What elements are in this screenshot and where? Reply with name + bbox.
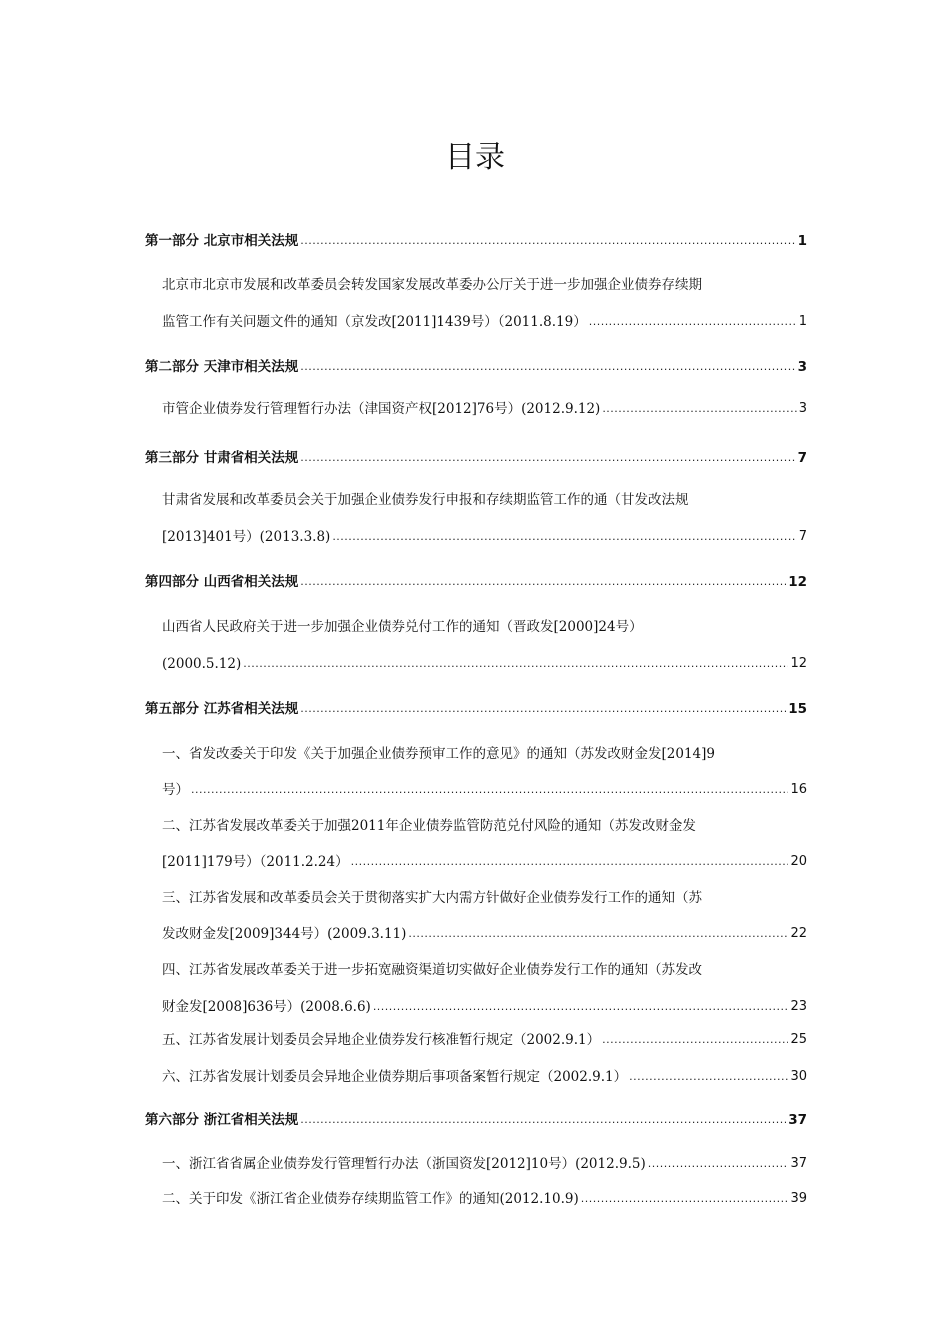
toc-entry-line[interactable]: 一、省发改委关于印发《关于加强企业债券预审工作的意见》的通知（苏发改财金发[2014]9 [162, 746, 715, 762]
toc-entry-page: 37 [790, 1156, 807, 1171]
toc-entry-page: 39 [790, 1191, 807, 1206]
dot-leader [629, 1068, 788, 1086]
toc-entry-page: 22 [790, 926, 807, 941]
toc-part-heading-page: 12 [788, 574, 807, 590]
toc-entry-page: 23 [790, 999, 807, 1014]
toc-entry[interactable] [162, 1155, 807, 1173]
dot-leader [300, 358, 795, 376]
dot-leader [581, 1190, 789, 1208]
toc-entry-text: [2013]401号）(2013.3.8) [162, 529, 331, 545]
dot-leader [408, 925, 788, 943]
toc-entry-line[interactable]: 三、江苏省发展和改革委员会关于贯彻落实扩大内需方针做好企业债券发行工作的通知（苏 [162, 890, 702, 906]
toc-entry[interactable] [162, 1031, 807, 1049]
toc-part-heading-text: 第一部分 北京市相关法规 [145, 233, 299, 249]
toc-entry-text: 二、关于印发《浙江省企业债券存续期监管工作》的通知(2012.10.9) [162, 1191, 579, 1207]
toc-part-heading[interactable] [145, 232, 807, 250]
dot-leader [300, 232, 795, 250]
dot-leader [602, 1031, 788, 1049]
toc-entry-page: 30 [790, 1069, 807, 1084]
dot-leader [191, 781, 788, 799]
toc-entry-text: (2000.5.12) [162, 656, 242, 672]
toc-entry-page: 12 [790, 656, 807, 671]
toc-part-heading[interactable] [145, 358, 807, 376]
toc-entry-line[interactable]: 二、江苏省发展改革委关于加强2011年企业债券监管防范兑付风险的通知（苏发改财金发 [162, 818, 696, 834]
toc-part-heading-text: 第六部分 浙江省相关法规 [145, 1112, 299, 1128]
toc-entry[interactable] [162, 853, 807, 871]
toc-entry-text: 一、浙江省省属企业债券发行管理暂行办法（浙国资发[2012]10号）(2012.9.5) [162, 1156, 646, 1172]
dot-leader [300, 449, 795, 467]
toc-entry-page: 20 [790, 854, 807, 869]
dot-leader [589, 313, 797, 331]
toc-part-heading-page: 1 [797, 233, 807, 249]
toc-part-heading-text: 第三部分 甘肃省相关法规 [145, 450, 299, 466]
toc-entry[interactable] [162, 1068, 807, 1086]
toc-entry[interactable] [162, 998, 807, 1016]
dot-leader [300, 573, 786, 591]
dot-leader [602, 400, 796, 418]
dot-leader [648, 1155, 789, 1173]
dot-leader [300, 700, 786, 718]
toc-entry-page: 25 [790, 1032, 807, 1047]
toc-part-heading[interactable] [145, 573, 807, 591]
toc-entry-text: 号） [162, 782, 189, 798]
toc-entry-text: [2011]179号）（2011.2.24） [162, 854, 349, 870]
dot-leader [243, 655, 788, 673]
toc-part-heading-text: 第四部分 山西省相关法规 [145, 574, 299, 590]
toc-entry-text: 六、江苏省发展计划委员会异地企业债券期后事项备案暂行规定（2002.9.1） [162, 1069, 628, 1085]
toc-entry[interactable] [162, 400, 807, 418]
toc-entry-text: 财金发[2008]636号）(2008.6.6) [162, 999, 371, 1015]
toc-part-heading[interactable] [145, 700, 807, 718]
toc-part-heading[interactable] [145, 1111, 807, 1129]
toc-entry[interactable] [162, 528, 807, 546]
toc-part-heading-page: 15 [788, 701, 807, 717]
dot-leader [351, 853, 789, 871]
toc-entry[interactable] [162, 655, 807, 673]
toc-part-heading-page: 3 [797, 359, 807, 375]
toc-entry-page: 3 [798, 401, 807, 416]
toc-part-heading-text: 第二部分 天津市相关法规 [145, 359, 299, 375]
toc-entry-line[interactable]: 山西省人民政府关于进一步加强企业债券兑付工作的通知（晋政发[2000]24号） [162, 619, 643, 635]
toc-entry[interactable] [162, 313, 807, 331]
toc-entry-line[interactable]: 四、江苏省发展改革委关于进一步拓宽融资渠道切实做好企业债券发行工作的通知（苏发改 [162, 962, 702, 978]
toc-entry-text: 五、江苏省发展计划委员会异地企业债券发行核准暂行规定（2002.9.1） [162, 1032, 601, 1048]
toc-entry-text: 市管企业债券发行管理暂行办法（津国资产权[2012]76号）(2012.9.12) [162, 401, 601, 417]
toc-part-heading-page: 37 [788, 1112, 807, 1128]
toc-entry[interactable] [162, 781, 807, 799]
toc-entry-text: 发改财金发[2009]344号）(2009.3.11) [162, 926, 407, 942]
toc-entry-page: 7 [798, 529, 807, 544]
toc-part-heading[interactable] [145, 449, 807, 467]
toc-entry-text: 监管工作有关问题文件的通知（京发改[2011]1439号）（2011.8.19） [162, 314, 587, 330]
toc-entry[interactable] [162, 1190, 807, 1208]
toc-entry[interactable] [162, 925, 807, 943]
dot-leader [373, 998, 789, 1016]
page-title: 目录 [445, 140, 505, 175]
toc-part-heading-text: 第五部分 江苏省相关法规 [145, 701, 299, 717]
toc-entry-line[interactable]: 北京市北京市发展和改革委员会转发国家发展改革委办公厅关于进一步加强企业债券存续期 [162, 277, 702, 293]
dot-leader [332, 528, 796, 546]
toc-entry-line[interactable]: 甘肃省发展和改革委员会关于加强企业债券发行申报和存续期监管工作的通（甘发改法规 [162, 492, 689, 508]
toc-entry-page: 1 [798, 314, 807, 329]
toc-part-heading-page: 7 [797, 450, 807, 466]
toc-entry-page: 16 [790, 782, 807, 797]
dot-leader [300, 1111, 786, 1129]
